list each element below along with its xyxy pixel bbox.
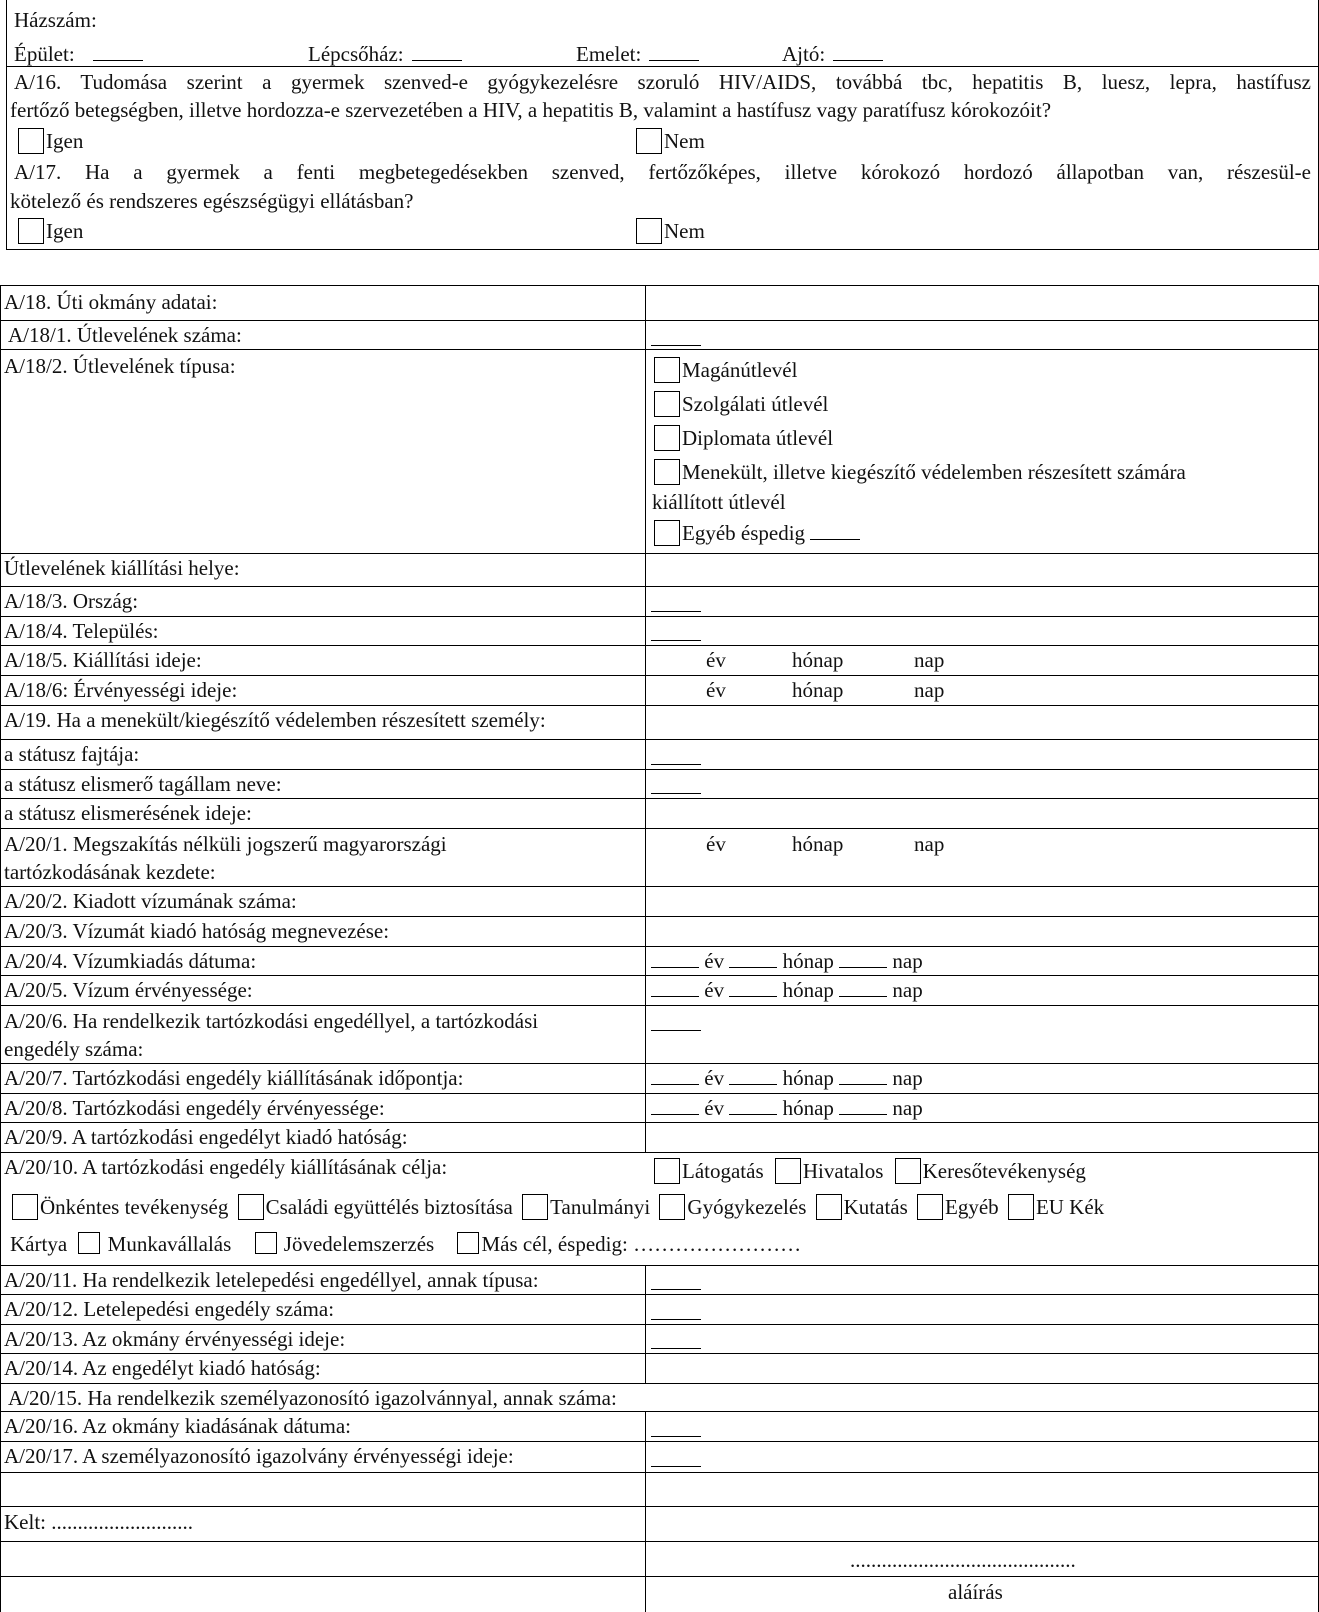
status-type-field[interactable] [651, 746, 701, 765]
residence-permit-number-field[interactable] [651, 1012, 701, 1031]
row-line [0, 1265, 1319, 1266]
status-date-label: a státusz elismerésének ideje: [4, 801, 252, 825]
document-validity-field[interactable] [651, 1330, 701, 1349]
a20-3-label: A/20/3. Vízumát kiadó hatóság megnevezése: [4, 919, 390, 943]
a20-8-label: A/20/8. Tartózkodási engedély érvényessége: [4, 1096, 385, 1120]
purpose-row2: Önkéntes tevékenység Családi együttélés biztosítása Tanulmányi Gyógykezelés Kutatás Egyéb EU Kék [12, 1194, 1104, 1220]
a20-1-label-line1: A/20/1. Megszakítás nélküli jogszerű magyarországi [4, 832, 447, 856]
row-line [0, 916, 1319, 917]
passport-type-refugee[interactable]: Menekült, illetve kiegészítő védelemben részesített számára [654, 459, 1186, 485]
a17-igen-option[interactable]: Igen [18, 218, 83, 244]
a18-5-label: A/18/5. Kiállítási ideje: [4, 648, 202, 672]
passport-type-private[interactable]: Magánútlevél [654, 357, 797, 383]
divider [6, 66, 1319, 67]
row-line [0, 1324, 1319, 1325]
a20-4-label: A/20/4. Vízumkiadás dátuma: [4, 949, 257, 973]
row-line [0, 739, 1319, 740]
purpose-munkavallalas-checkbox[interactable] [78, 1232, 100, 1254]
door-field[interactable] [833, 42, 883, 61]
passport-type-refugee-cont: kiállított útlevél [652, 490, 786, 514]
purpose-onkentes-checkbox[interactable] [12, 1194, 38, 1220]
house-number-label: Házszám: [14, 8, 97, 32]
a16-question-line2: fertőző betegségben, illetve hordozza-e szervezetében a HIV, a hepatitis B, valamint a hastífusz vagy paratífusz kórokozóit? [10, 98, 1052, 122]
a16-igen-option[interactable]: Igen [18, 128, 83, 154]
signature-line[interactable]: ........................................... [850, 1548, 1076, 1572]
settlement-field[interactable] [651, 622, 701, 641]
row-line [0, 1472, 1319, 1473]
row-line [0, 645, 1319, 646]
purpose-gyogykezeles-checkbox[interactable] [659, 1194, 685, 1220]
row-line [0, 586, 1319, 587]
row-line [0, 349, 1319, 350]
a20-2-label: A/20/2. Kiadott vízumának száma: [4, 889, 297, 913]
a18-6-label: A/18/6: Érvényességi ideje: [4, 678, 238, 702]
passport-type-diplomatic[interactable]: Diplomata útlevél [654, 425, 833, 451]
passport-type-other[interactable]: Egyéb éspedig [654, 520, 860, 546]
a20-1-label-line2: tartózkodásának kezdete: [4, 860, 216, 884]
checkbox[interactable] [654, 425, 680, 451]
building-label: Épület: [14, 42, 143, 66]
a20-10-label: A/20/10. A tartózkodási engedély kiállításának célja: [4, 1155, 448, 1179]
a19-label: A/19. Ha a menekült/kiegészítő védelemben részesített személy: [4, 708, 546, 732]
a20-13-label: A/20/13. Az okmány érvényességi ideje: [4, 1327, 346, 1351]
date-signed-label: Kelt: ........................... [4, 1510, 193, 1534]
row-line [0, 975, 1319, 976]
passport-type-service[interactable]: Szolgálati útlevél [654, 391, 828, 417]
purpose-hivatalos-checkbox[interactable] [775, 1158, 801, 1184]
status-member-state-label: a státusz elismerő tagállam neve: [4, 772, 282, 796]
a17-question-line1: A/17. Ha a gyermek a fenti megbetegedésekben szenved, fertőzőképes, illetve kórokozó hordozó állapotban van, részesül-e [14, 160, 1311, 184]
row-line [0, 675, 1319, 676]
a17-question-line2: kötelező és rendszeres egészségügyi ellátásban? [10, 189, 414, 213]
date-ev: év [706, 678, 726, 702]
purpose-row3: Kártya Munkavállalás Jövedelemszerzés Más cél, éspedig: …………………… [10, 1232, 802, 1256]
row-line [0, 1005, 1319, 1006]
a16-nem-option[interactable]: Nem [636, 128, 705, 154]
row-line [0, 1353, 1319, 1354]
purpose-eu-kek-checkbox[interactable] [1008, 1194, 1034, 1220]
purpose-jovedelemszerzes-checkbox[interactable] [255, 1232, 277, 1254]
purpose-egyeb-checkbox[interactable] [917, 1194, 943, 1220]
row-line [0, 1294, 1319, 1295]
signature-label: aláírás [948, 1580, 1003, 1604]
a20-6-label-line2: engedély száma: [4, 1037, 144, 1061]
a16-question-line1: A/16. Tudomása szerint a gyermek szenved-e gyógykezelésre szoruló HIV/AIDS, továbbá tbc, hepatitis B, luesz, lepra, hastífusz [14, 70, 1311, 94]
id-issue-date-field[interactable] [651, 1418, 701, 1437]
purpose-row1: Látogatás Hivatalos Keresőtevékenység [654, 1158, 1086, 1184]
a20-6-label-line1: A/20/6. Ha rendelkezik tartózkodási engedéllyel, a tartózkodási [4, 1009, 539, 1033]
other-type-field[interactable] [810, 521, 860, 540]
date-ev: év [706, 832, 726, 856]
purpose-keresotevekenyseg-checkbox[interactable] [895, 1158, 921, 1184]
door-label: Ajtó: [782, 42, 883, 66]
status-type-label: a státusz fajtája: [4, 742, 140, 766]
settlement-permit-type-field[interactable] [651, 1271, 701, 1290]
row-line [0, 1383, 1319, 1384]
purpose-kutatas-checkbox[interactable] [816, 1194, 842, 1220]
a18-4-label: A/18/4. Település: [4, 619, 159, 643]
purpose-csaladi-checkbox[interactable] [238, 1194, 264, 1220]
floor-label: Emelet: [576, 42, 699, 66]
a18-2-label: A/18/2. Útlevelének típusa: [4, 354, 236, 378]
date-ev: év [706, 648, 726, 672]
row-line [0, 1441, 1319, 1442]
date-honap: hónap [792, 832, 844, 856]
a20-5-label: A/20/5. Vízum érvényessége: [4, 978, 253, 1002]
row-line [0, 705, 1319, 706]
row-line [0, 1541, 1319, 1542]
column-divider [645, 285, 646, 1152]
purpose-mas-cel-checkbox[interactable] [457, 1232, 479, 1254]
a17-igen-checkbox[interactable] [18, 218, 44, 244]
date-honap: hónap [792, 648, 844, 672]
row-line [0, 1122, 1319, 1123]
permit-issue-date[interactable]: év hónap nap [651, 1066, 923, 1090]
row-line [0, 1063, 1319, 1064]
a16-nem-checkbox[interactable] [636, 128, 662, 154]
row-line [0, 798, 1319, 799]
row-line [0, 1411, 1319, 1412]
a18-3-label: A/18/3. Ország: [4, 589, 139, 613]
a20-12-label: A/20/12. Letelepedési engedély száma: [4, 1297, 335, 1321]
purpose-tanulmanyi-checkbox[interactable] [522, 1194, 548, 1220]
row-line [0, 946, 1319, 947]
a20-15-label: A/20/15. Ha rendelkezik személyazonosító igazolvánnyal, annak száma: [8, 1386, 617, 1410]
row-line [0, 1506, 1319, 1507]
a20-7-label: A/20/7. Tartózkodási engedély kiállításának időpontja: [4, 1066, 464, 1090]
a17-nem-checkbox[interactable] [636, 218, 662, 244]
row-line [0, 616, 1319, 617]
a20-16-label: A/20/16. Az okmány kiadásának dátuma: [4, 1414, 352, 1438]
a17-nem-option[interactable]: Nem [636, 218, 705, 244]
id-validity-field[interactable] [651, 1448, 701, 1467]
a20-9-label: A/20/9. A tartózkodási engedélyt kiadó hatóság: [4, 1125, 408, 1149]
permit-validity-date[interactable]: év hónap nap [651, 1096, 923, 1120]
a18-1-label: A/18/1. Útlevelének száma: [8, 323, 242, 347]
date-honap: hónap [792, 678, 844, 702]
checkbox[interactable] [654, 391, 680, 417]
passport-number-field[interactable] [651, 327, 701, 346]
row-line [0, 1152, 1319, 1153]
visa-issue-date[interactable]: év hónap nap [651, 949, 923, 973]
a18-label: A/18. Úti okmány adatai: [4, 290, 218, 314]
staircase-label: Lépcsőház: [308, 42, 462, 66]
status-member-state-field[interactable] [651, 775, 701, 794]
a20-17-label: A/20/17. A személyazonosító igazolvány érvényességi ideje: [4, 1444, 514, 1468]
a16-igen-checkbox[interactable] [18, 128, 44, 154]
floor-field[interactable] [649, 42, 699, 61]
checkbox[interactable] [654, 459, 680, 485]
row-line [0, 769, 1319, 770]
a20-11-label: A/20/11. Ha rendelkezik letelepedési engedéllyel, annak típusa: [4, 1268, 539, 1292]
building-field[interactable] [93, 42, 143, 61]
country-field[interactable] [651, 593, 701, 612]
row-line [0, 1576, 1319, 1577]
issue-place-label: Útlevelének kiállítási helye: [4, 556, 240, 580]
row-line [0, 320, 1319, 321]
row-line [0, 553, 1319, 554]
visa-validity-date[interactable]: év hónap nap [651, 978, 923, 1002]
checkbox[interactable] [654, 357, 680, 383]
row-line [0, 828, 1319, 829]
checkbox[interactable] [654, 520, 680, 546]
date-nap: nap [914, 648, 945, 672]
date-nap: nap [914, 678, 945, 702]
purpose-latogatas-checkbox[interactable] [654, 1158, 680, 1184]
row-line [0, 1093, 1319, 1094]
settlement-permit-number-field[interactable] [651, 1301, 701, 1320]
staircase-field[interactable] [412, 42, 462, 61]
date-nap: nap [914, 832, 945, 856]
row-line [0, 886, 1319, 887]
a20-14-label: A/20/14. Az engedélyt kiadó hatóság: [4, 1356, 321, 1380]
